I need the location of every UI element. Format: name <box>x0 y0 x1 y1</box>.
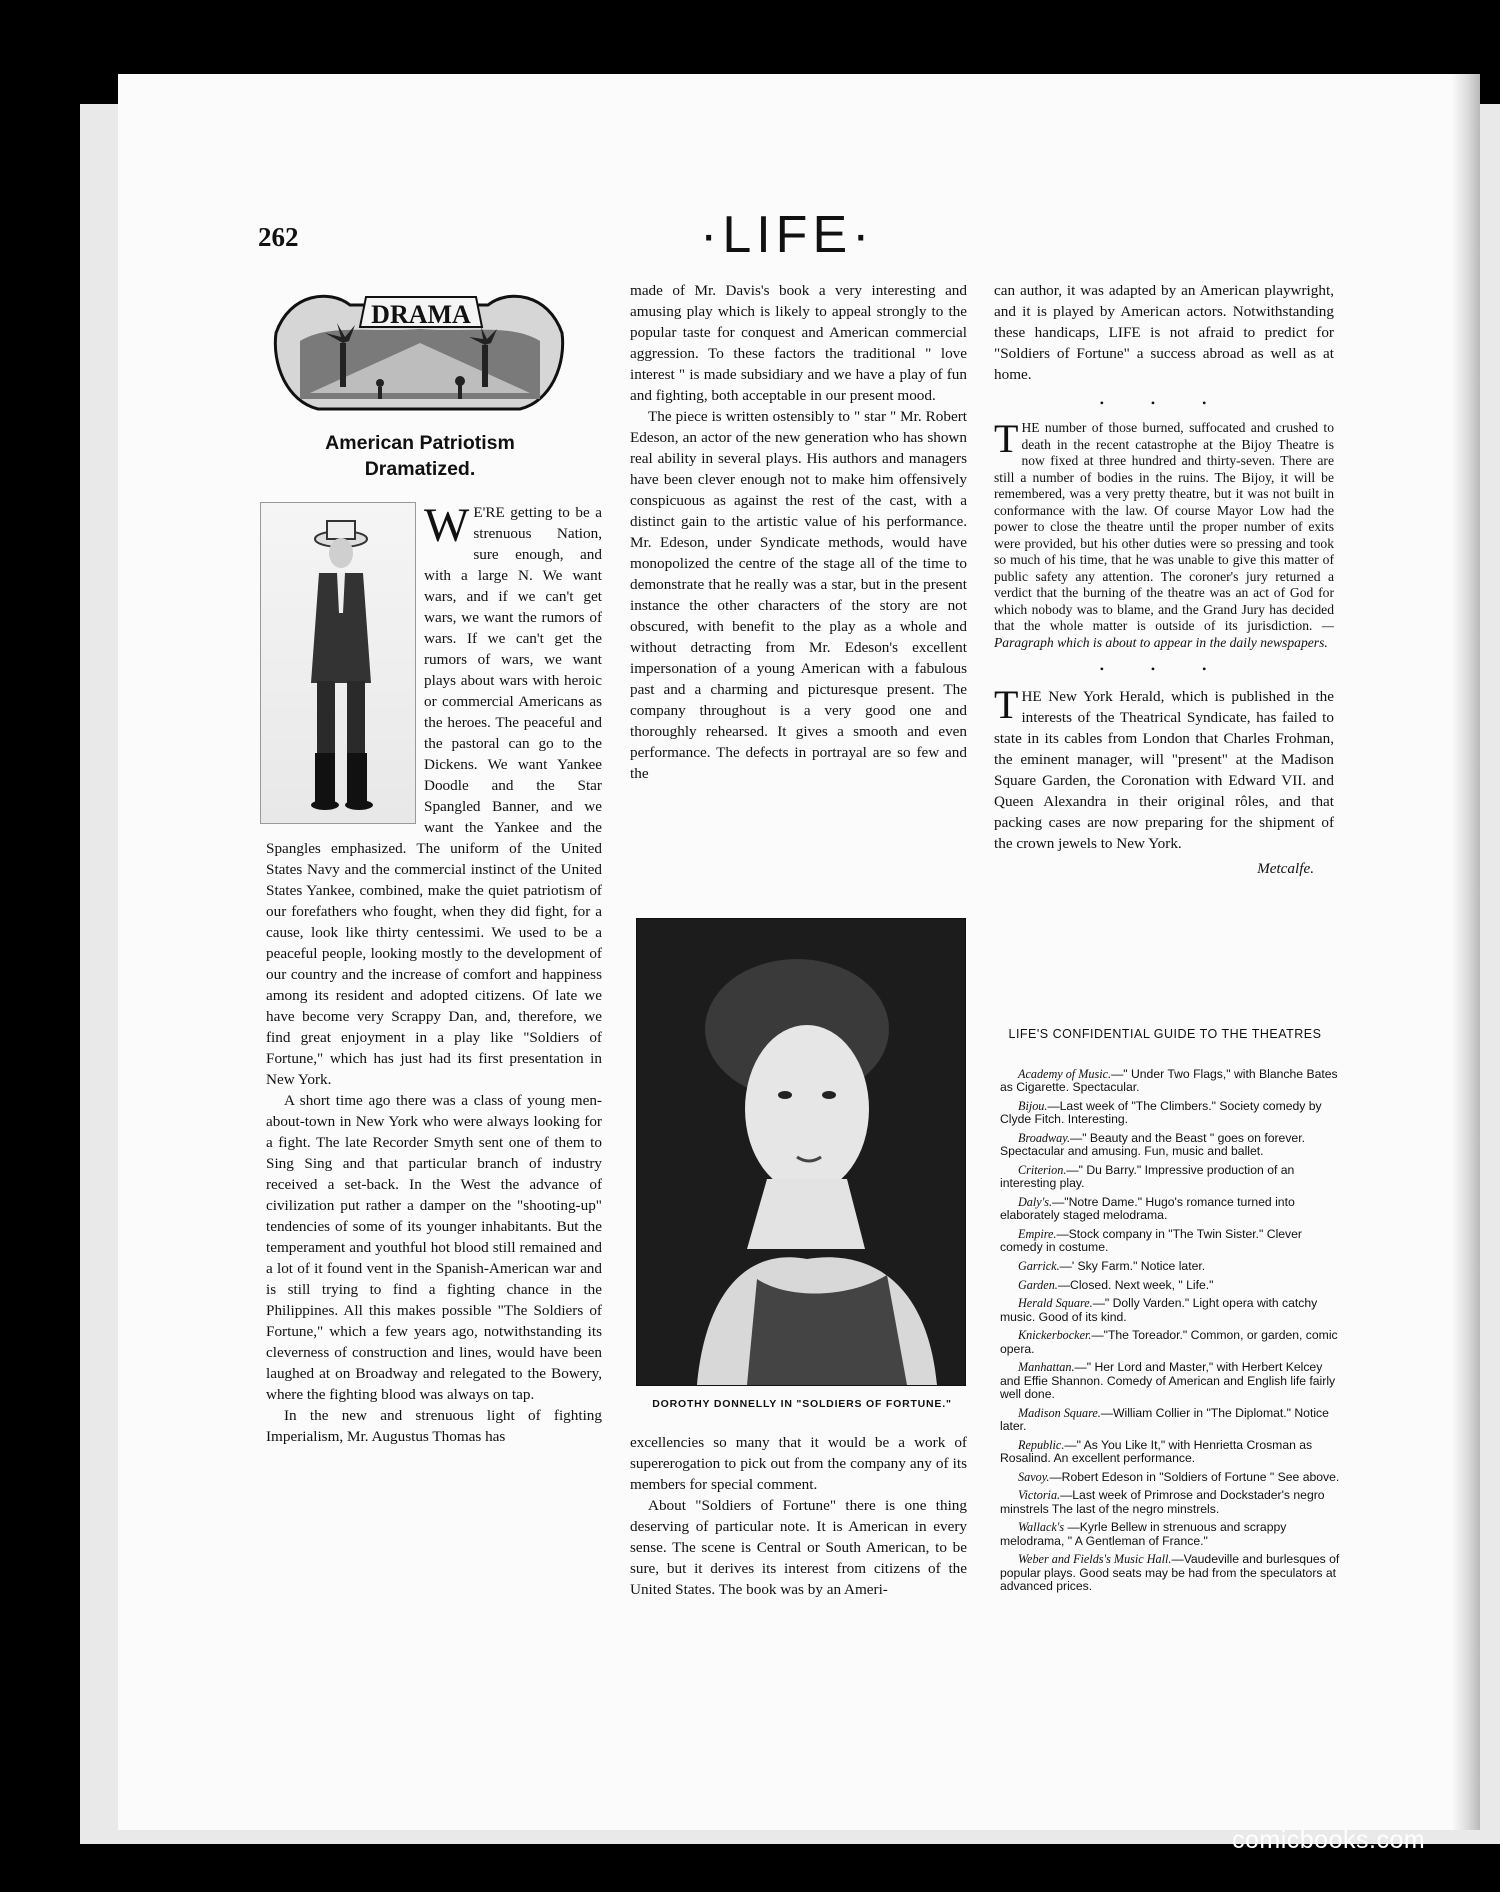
col2-paragraph-1: made of Mr. Davis's book a very interesting and amusing play which is likely to appeal strongly to the popular taste for conquest and American commercial aggression. To these factors the traditional " love interest " is made subsidiary and we have a play of fun and fighting, both acceptable in our present mood. <box>630 282 967 404</box>
theatre-guide-description: —' Sky Farm." Notice later. <box>1059 1259 1206 1273</box>
theatre-guide-entry <box>1000 1329 1340 1356</box>
theatre-guide-entry <box>1000 1521 1340 1548</box>
theatre-guide-venue: Republic. <box>1018 1437 1065 1452</box>
col2-paragraph-3: excellencies so many that it would be a work of supererogation to pick out from the company any of its members for special comment. <box>630 1434 967 1493</box>
theatre-guide-venue: Knickerbocker. <box>1018 1328 1092 1343</box>
bijoy-italic-note: —Paragraph which is about to appear in the daily newspapers. <box>994 618 1334 650</box>
theatre-guide-description: —" Du Barry." Impressive production of an interesting play. <box>1000 1163 1295 1191</box>
theatre-guide-entry <box>1000 1228 1340 1255</box>
theatre-guide-venue: Madison Square. <box>1018 1405 1101 1420</box>
drop-cap-t-2: T <box>994 682 1019 727</box>
theatre-guide-entry <box>1000 1439 1340 1466</box>
col2-paragraph-4: About "Soldiers of Fortune" there is one thing deserving of particular note. It is American in every sense. The scene is Central or South American, to be sure, but it derives its interest from citizens of the United States. The book was by an Ameri- <box>630 1497 967 1598</box>
page-gutter-shadow <box>1452 74 1480 1830</box>
drop-cap-w: W <box>424 499 470 552</box>
article-column-1 <box>266 499 602 1447</box>
theatre-guide-venue: Broadway. <box>1018 1131 1071 1145</box>
theatre-guide-description: —"Notre Dame." Hugo's romance turned into elaborately staged melodrama. <box>1000 1195 1295 1223</box>
theatre-guide-entry <box>1000 1132 1340 1159</box>
theatre-guide-description: —Vaudeville and burlesques of popular plays. Good seats may be had from the speculators at advanced prices. <box>1000 1552 1340 1593</box>
herald-text: HE New York Herald, which is published in the interests of the Theatrical Syndicate, has failed to state in its cables from London that Charles Frohman, the eminent manager, will "present" at the Madison Square Garden, the Coronation with Edward VII. and Queen Alexandra in their original rôles, and that packing cases are now preparing for the shipment of the crown jewels to New York. <box>994 688 1334 852</box>
photo-dorothy-donnelly <box>636 918 966 1386</box>
theatre-guide-description: —Robert Edeson in "Soldiers of Fortune " See above. <box>1049 1469 1340 1484</box>
drama-banner-illustration <box>270 283 568 415</box>
theatre-guide-venue: Herald Square. <box>1018 1296 1093 1311</box>
theatre-guide-venue: Manhattan. <box>1018 1360 1075 1375</box>
theatre-guide-description: —" Under Two Flags," with Blanche Bates as Cigarette. Spectacular. <box>1000 1067 1338 1095</box>
theatre-guide-entry <box>1000 1471 1340 1484</box>
theatre-guide-entry <box>1000 1100 1340 1127</box>
theatre-guide-entry <box>1000 1553 1340 1593</box>
theatre-guide-title: LIFE'S CONFIDENTIAL GUIDE TO THE THEATRES <box>1008 1027 1322 1041</box>
article-column-2 <box>630 280 967 784</box>
portrait-image <box>637 919 965 1385</box>
theatre-guide-venue: Victoria. <box>1018 1488 1061 1503</box>
article-column-3 <box>994 280 1334 879</box>
theatre-guide-venue: Daly's. <box>1018 1195 1053 1209</box>
section-separator-dots-2: • • • <box>1099 662 1229 676</box>
photo-caption: DOROTHY DONNELLY IN "SOLDIERS OF FORTUNE." <box>652 1398 952 1410</box>
col3-paragraph-1: can author, it was adapted by an American playwright, and it is played by American actors. Notwithstanding these handicaps, LIFE is not afraid to predict for "Soldiers of Fortune" a success abroad as well as at home. <box>994 282 1334 383</box>
theatre-guide-description: —Closed. Next week, " Life." <box>1057 1277 1214 1292</box>
theatre-guide-venue: Savoy. <box>1018 1469 1050 1484</box>
site-watermark: comicbooks.com <box>1232 1826 1426 1854</box>
theatre-guide-entry <box>1000 1260 1340 1273</box>
theatre-guide-description: —Stock company in "The Twin Sister." Clever comedy in costume. <box>1000 1227 1302 1255</box>
theatre-guide-description: —William Collier in "The Diplomat." Notice later. <box>1000 1405 1329 1433</box>
theatre-guide-description: —" Her Lord and Master," with Herbert Kelcey and Effie Shannon. Comedy of American and English life fairly well done. <box>1000 1360 1336 1401</box>
theatre-guide-description: —" Beauty and the Beast " goes on forever. Spectacular and amusing. Fun, music and ballet. <box>1000 1131 1305 1159</box>
theatre-guide-entry <box>1000 1068 1340 1095</box>
theatre-guide-entry <box>1000 1489 1340 1516</box>
drama-banner-label: DRAMA <box>371 300 471 329</box>
theatre-guide-entry <box>1000 1196 1340 1223</box>
theatre-guide-entry <box>1000 1279 1340 1292</box>
page-number: 262 <box>258 222 299 252</box>
article-column-2-continued <box>630 1432 967 1600</box>
col2-paragraph-2: The piece is written ostensibly to " star " Mr. Robert Edeson, an actor of the new generation who has shown real ability in several plays. His authors and managers have been clever enough not to make him offensively conspicuous as against the rest of the cast, with a distinct gain to the artistic value of his performance. Mr. Edeson, under Syndicate methods, would have monopolized the centre of the stage all of the time to demonstrate that he really was a star, but in the present instance the other characters of the story are not obscured, with benefit to the play as a whole and without detracting from Mr. Edeson's excellent impersonation of a young American with a fabulous past and a charming and picturesque present. The company throughout is a very good one and thoroughly rehearsed. It gives a smooth and even performance. The defects in portrayal are so few and the <box>630 408 967 782</box>
col1-paragraph-2: A short time ago there was a class of young men-about-town in New York who were always looking for a fight. The late Recorder Smyth sent one of them to Sing Sing and that particular branch of industry received a set-back. In the West the advance of civilization put rather a damper on the "shooting-up" tendencies of some of its younger inhabitants. But the temperament and youthful hot blood still remained and a lot of it found vent in the Spanish-American war and is still trying to find a fighting chance in the Philippines. All this makes possible "The Soldiers of Fortune," which a few years ago, notwithstanding its cleverness of construction and lines, would have been laughed at on Broadway and relegated to the Bowery, where the fighting blood was always on tap. <box>266 1092 602 1403</box>
theatre-guide-entry <box>1000 1361 1340 1401</box>
theatre-guide-venue: Criterion. <box>1018 1163 1067 1177</box>
theatre-guide-entry <box>1000 1164 1340 1191</box>
col1-paragraph-3: In the new and strenuous light of fighting Imperialism, Mr. Augustus Thomas has <box>266 1407 602 1445</box>
theatre-guide-venue: Empire. <box>1018 1227 1057 1241</box>
theatre-guide-description: —Kyrle Bellew in strenuous and scrappy melodrama, " A Gentleman of France." <box>1000 1520 1287 1548</box>
article-title-line1: American Patriotism <box>325 432 515 454</box>
col1-paragraph-1-text: E'RE getting to be a strenuous Nation, sure enough, and with a large N. We want wars, and if we can't get wars, we want the rumors of wars. If we can't get the rumors of wars, we want plays about wars with heroic or commercial Americans as the heroes. The peaceful and the pastoral can go to the Dickens. We want Yankee Doodle and the Star Spangled Banner, and we want the Yankee and the Spangles emphasized. The uniform of the United States Navy and the commercial instinct of the United States Yankee, combined, make the quiet patriotism of our forefathers who fought, when they did fight, for a cause, look like thirty centessimi. We used to be a peaceful people, looking mostly to the development of our country and the increase of comfort and happiness among its resident and adopted citizens. Of late we have become very Scrappy Dan, and, therefore, we find great enjoyment in a play like "Soldiers of Fortune," which has just had its first presentation in New York. <box>266 504 602 1088</box>
theatre-guide-venue: Academy of Music. <box>1018 1067 1112 1081</box>
theatre-guide-list <box>1000 1068 1340 1599</box>
theatre-guide-entry <box>1000 1297 1340 1324</box>
drop-cap-t-1: T <box>994 416 1019 461</box>
theatre-guide-venue: Bijou. <box>1018 1099 1048 1113</box>
theatre-guide-description: —Last week of "The Climbers." Society comedy by Clyde Fitch. Interesting. <box>1000 1099 1322 1127</box>
article-title-line2: Dramatized. <box>364 458 476 480</box>
theatre-guide-description: —Last week of Primrose and Dockstader's negro minstrels The last of the negro minstrels. <box>1000 1488 1325 1516</box>
theatre-guide-venue: Garrick. <box>1018 1259 1060 1273</box>
article-title <box>270 430 570 482</box>
theatre-guide-description: —" Dolly Varden." Light opera with catchy music. Good of its kind. <box>1000 1296 1318 1324</box>
drama-banner-svg <box>270 283 568 415</box>
theatre-guide-description: —"The Toreador." Common, or garden, comic opera. <box>1000 1328 1338 1356</box>
bijoy-item <box>994 416 1334 651</box>
theatre-guide-description: —" As You Like It," with Henrietta Crosman as Rosalind. An excellent performance. <box>1000 1437 1313 1465</box>
masthead: ·LIFE· <box>700 206 875 264</box>
bijoy-text: HE number of those burned, suffocated and crushed to death in the recent catastrophe at the Bijoy Theatre is now fixed at three hundred and thirty-seven. There are still a number of bodies in the ruins. The Bijoy, it will be remembered, was a very pretty theatre, but it was not built in conformance with the law. Of course Mayor Low had the power to close the theatre until the proper number of exits were provided, but his other duties were so pressing and took so much of his time, that he was unable to give this matter of public safety any attention. The coroner's jury returned a verdict that the burning of the theatre was an act of God for which nobody was to blame, and the Grand Jury has decided that the whole matter is outside of its jurisdiction. <box>994 420 1334 633</box>
theatre-guide-venue: Garden. <box>1018 1277 1058 1292</box>
theatre-guide-venue: Wallack's <box>1018 1520 1065 1535</box>
theatre-guide-venue: Weber and Fields's Music Hall. <box>1018 1552 1172 1567</box>
section-separator-dots-1: • • • <box>1099 396 1229 410</box>
author-signature: Metcalfe. <box>1257 860 1314 877</box>
theatre-guide-entry <box>1000 1407 1340 1434</box>
photo-wrap-spacer <box>266 502 424 834</box>
